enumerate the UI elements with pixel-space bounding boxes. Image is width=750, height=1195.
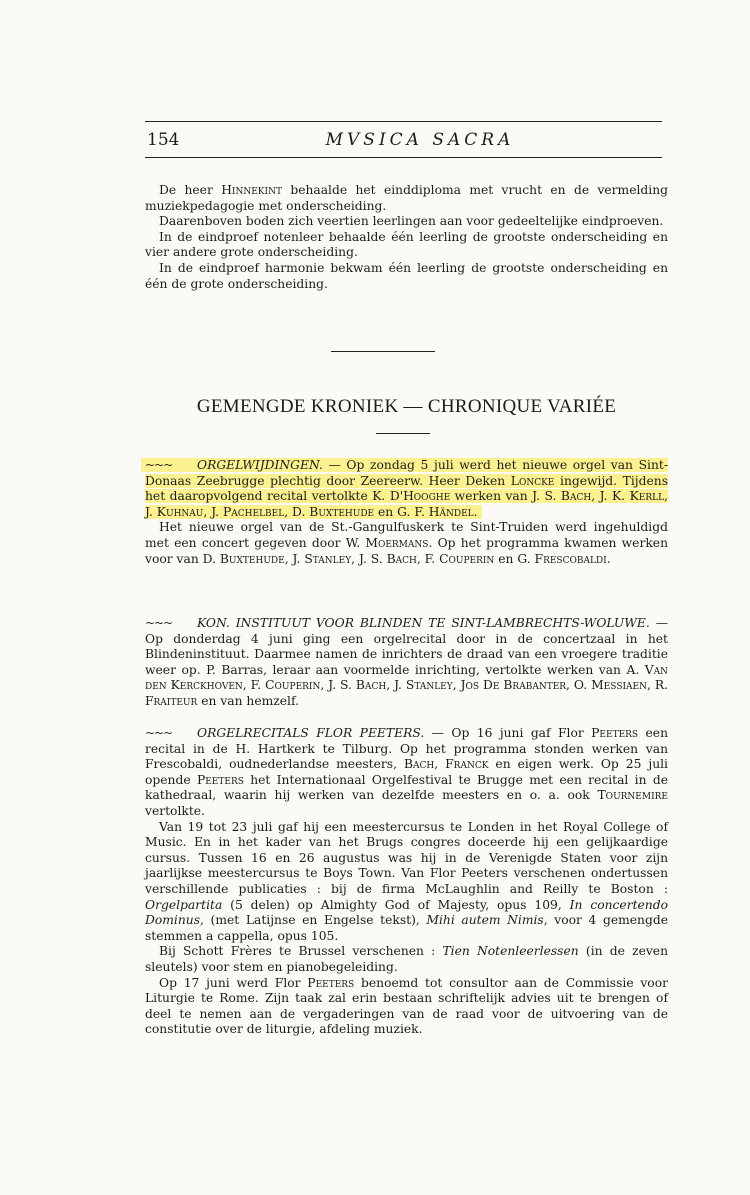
fleuron-ornament: ~~~: [145, 726, 173, 740]
orgelwijdingen-section: [145, 458, 668, 567]
highlighted-passage: ~~~ ORGELWIJDINGEN. — Op zondag 5 juli werd het nieuwe orgel van Sint-Donaas Zeebrugge plechtig door Zeereerw. Heer Deken Loncke ingewijd. Tijdens het daaropvolgend recital vertolkte K. D'Hooghe werken van J. S. Bach, J. K. Kerll, J. Kuhnau, J. Pachelbel, D. Buxtehude en G. F. Händel.: [141, 458, 668, 519]
intro-paragraph: In de eindproef harmonie bekwam één leerling de grootste onderscheiding en één de grote onderscheiding.: [145, 260, 668, 291]
section-title: GEMENGDE KRONIEK — CHRONIQUE VARIÉE: [196, 396, 617, 417]
section-divider: [331, 351, 435, 352]
fleuron-ornament: ~~~: [145, 616, 173, 630]
header-top-rule: [145, 121, 662, 122]
instituut-paragraph: ~~~ KON. INSTITUUT VOOR BLINDEN TE SINT-LAMBRECHTS-WOLUWE. — Op donderdag 4 juni ging een orgelrecital door in de concertzaal in het Blindeninstituut. Daarmee namen de inrichters de draad van een vroegere traditie weer op. P. Barras, leraar aan voormelde inrichting, vertolkte werken van A. Van den Kerckhoven, F. Couperin, J. S. Bach, J. Stanley, Jos De Brabanter, O. Messiaen, R. Fraiteur en van hemzelf.: [145, 616, 669, 708]
orgelwijdingen-paragraph: [145, 458, 668, 520]
header-bottom-rule: [145, 157, 662, 158]
section-heading: KON. INSTITUUT VOOR BLINDEN TE SINT-LAMBRECHTS-WOLUWE.: [197, 616, 650, 630]
peeters-paragraph: Bij Schott Frères te Brussel verschenen : Tien Notenleerlessen (in de zeven sleutels) voor stem en pianobegeleiding.: [145, 944, 668, 974]
peeters-section: [145, 726, 668, 1038]
title-underline: [376, 433, 430, 434]
peeters-paragraph: Van 19 tot 23 juli gaf hij een meestercursus te Londen in het Royal College of Music. En in het kader van het Brugs congres doceerde hij een gelijkaardige cursus. Tussen 16 en 26 augustus was hij in de Verenigde Staten voor zijn jaarlijkse meestercursus te Boys Town. Van Flor Peeters verschenen ondertussen verschillende publicaties : bij de firma McLaughlin and Reilly te Boston : Orgelpartita (5 delen) op Almighty God of Majesty, opus 109, In concertendo Dominus, (met Latijnse en Engelse tekst), Mihi autem Nimis, voor 4 gemengde stemmen a cappella, opus 105.: [145, 819, 668, 943]
running-title: MVSICA SACRA: [325, 130, 515, 150]
intro-section: [145, 183, 668, 292]
intro-paragraph: In de eindproef notenleer behaalde één leerling de grootste onderscheiding en vier andere grote onderscheiding.: [145, 229, 668, 260]
instituut-section: [145, 616, 668, 710]
page-number: 154: [147, 130, 180, 150]
intro-paragraph: Daarenboven boden zich veertien leerlingen aan voor gedeeltelijke eindproeven.: [159, 214, 664, 229]
section-heading: ORGELWIJDINGEN.: [197, 458, 323, 472]
peeters-paragraph: ~~~ ORGELRECITALS FLOR PEETERS. — Op 16 juni gaf Flor Peeters een recital in de H. Hartkerk te Tilburg. Op het programma stonden werken van Frescobaldi, oudnederlandse meesters, Bach, Franck en eigen werk. Op 25 juli opende Peeters het Internationaal Orgelfestival te Brugge met een recital in de kathedraal, waarin hij werken van dezelfde meesters en o. a. ook Tournemire vertolkte.: [145, 726, 669, 818]
fleuron-ornament: ~~~: [145, 458, 173, 472]
intro-paragraph: De heer Hinnekint behaalde het einddiploma met vrucht en de vermelding muziekpedagogie met onderscheiding.: [145, 183, 669, 213]
section-heading: ORGELRECITALS FLOR PEETERS.: [197, 726, 425, 740]
orgelwijdingen-paragraph: Het nieuwe orgel van de St.-Gangulfuskerk te Sint-Truiden werd ingehuldigd met een concert gegeven door W. Moermans. Op het programma kwamen werken voor van D. Buxtehude, J. Stanley, J. S. Bach, F. Couperin en G. Frescobaldi.: [145, 520, 668, 566]
peeters-paragraph: Op 17 juni werd Flor Peeters benoemd tot consultor aan de Commissie voor Liturgie te Rome. Zijn taak zal erin bestaan schriftelijk advies uit te brengen of deel te nemen aan de vergaderingen van de raad voor de uitvoering van de constitutie over de liturgie, afdeling muziek.: [145, 975, 668, 1037]
